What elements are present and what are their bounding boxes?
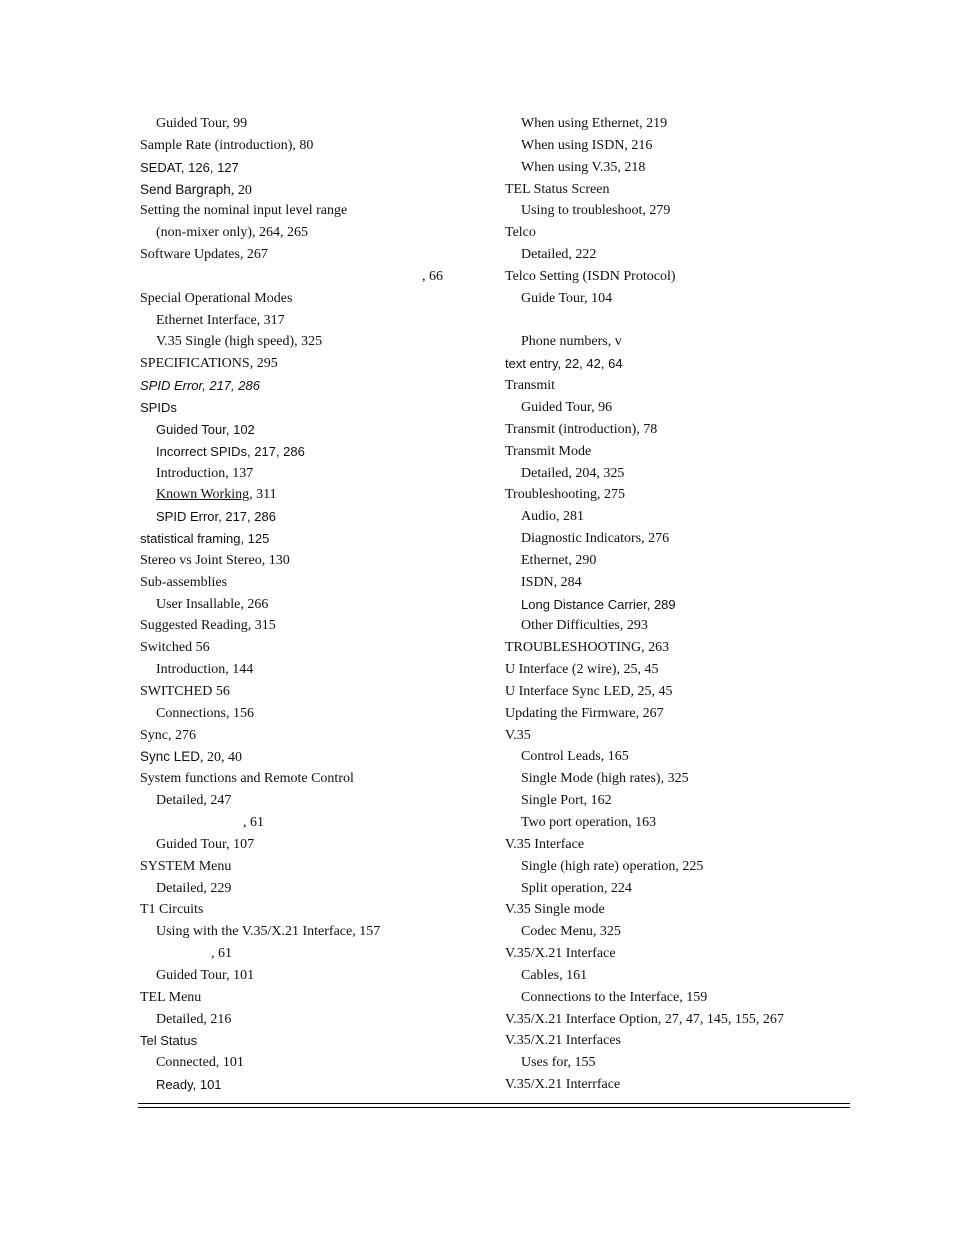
index-entry — [505, 419, 850, 441]
index-text: V.35 Single (high speed), 325 — [156, 334, 323, 350]
index-subentry — [140, 965, 460, 987]
index-text: Transmit (introduction), 78 — [505, 421, 658, 437]
index-entry — [505, 659, 850, 681]
index-text: SPID Error, 217, 286 — [156, 509, 276, 525]
index-entry — [505, 1009, 850, 1031]
index-subentry — [505, 987, 850, 1009]
index-text: Connected, 101 — [156, 1055, 244, 1071]
index-subentry — [505, 594, 850, 616]
index-entry — [505, 310, 850, 332]
index-text: U Interface Sync LED, 25, 45 — [505, 683, 673, 699]
index-text: Stereo vs Joint Stereo, 130 — [140, 552, 290, 568]
index-subentry — [140, 1074, 460, 1096]
index-text: V.35 — [505, 727, 531, 743]
index-subentry — [140, 331, 460, 353]
index-subentry — [140, 222, 460, 244]
index-entry — [505, 725, 850, 747]
index-subentry — [140, 463, 460, 485]
index-text: Detailed, 204, 325 — [521, 465, 625, 481]
index-subentry — [140, 834, 460, 856]
index-term: Send Bargraph — [140, 181, 231, 197]
index-subentry — [505, 288, 850, 310]
index-subentry — [505, 506, 850, 528]
index-entry — [140, 550, 460, 572]
index-subentry — [505, 921, 850, 943]
index-text: Other Difficulties, 293 — [521, 618, 648, 634]
index-text: Codec Menu, 325 — [521, 924, 621, 940]
index-subentry — [505, 157, 850, 179]
index-text: V.35/X.21 Interface Option, 27, 47, 145, 155, 267 — [505, 1011, 784, 1027]
index-entry — [140, 157, 460, 179]
index-subentry — [505, 812, 850, 834]
index-column-left — [140, 113, 460, 1096]
index-text: Detailed, 229 — [156, 880, 232, 896]
index-entry — [505, 1030, 850, 1052]
index-subentry — [140, 703, 460, 725]
index-text: Detailed, 216 — [156, 1011, 232, 1027]
index-text: , 61 — [243, 815, 264, 830]
index-entry — [140, 528, 460, 550]
footer-rule-thin — [138, 1107, 850, 1108]
index-text: Transmit Mode — [505, 443, 592, 459]
index-subentry — [505, 965, 850, 987]
index-entry — [140, 899, 460, 921]
index-subentry — [505, 528, 850, 550]
index-text: , 61 — [211, 946, 232, 962]
index-subentry — [505, 113, 850, 135]
index-text: Introduction, 144 — [156, 662, 254, 678]
index-text: Telco Setting (ISDN Protocol) — [505, 268, 676, 284]
index-text: Guided Tour, 102 — [156, 421, 255, 437]
index-text: Split operation, 224 — [521, 880, 632, 896]
index-text: Updating the Firmware, 267 — [505, 705, 664, 721]
index-text: V.35/X.21 Interrface — [505, 1077, 621, 1093]
index-entry — [140, 987, 460, 1009]
index-subentry — [140, 310, 460, 332]
index-text: When using Ethernet, 219 — [521, 116, 668, 131]
index-text: Connections, 156 — [156, 705, 254, 721]
index-term: Sync LED — [140, 749, 201, 765]
index-text: Switched 56 — [140, 640, 210, 656]
index-subentry — [505, 790, 850, 812]
index-entry — [505, 484, 850, 506]
index-entry — [505, 353, 850, 375]
index-subentry — [140, 441, 460, 463]
index-subentry — [505, 397, 850, 419]
index-subentry — [505, 615, 850, 637]
index-entry — [505, 1074, 850, 1096]
index-entry — [140, 353, 460, 375]
index-text: Sub-assemblies — [140, 574, 228, 590]
index-text: Ready, 101 — [156, 1077, 222, 1093]
index-text: Ethernet, 290 — [521, 552, 597, 568]
index-text: , 66 — [422, 268, 443, 284]
index-subentry — [140, 921, 460, 943]
index-subentry — [140, 594, 460, 616]
index-text: SPECIFICATIONS, 295 — [140, 356, 278, 372]
index-text: Special Operational Modes — [140, 290, 293, 306]
index-entry — [140, 288, 460, 310]
index-text: U Interface (2 wire), 25, 45 — [505, 662, 659, 678]
index-entry — [140, 725, 460, 747]
index-text: , 20, 40 — [200, 750, 243, 766]
index-subentry — [140, 790, 460, 812]
index-text: Software Updates, 267 — [140, 247, 268, 263]
index-text: Single (high rate) operation, 225 — [521, 858, 704, 874]
index-subentry — [505, 244, 850, 266]
index-subentry — [505, 135, 850, 157]
index-text: User Insallable, 266 — [156, 596, 269, 612]
index-entry — [505, 375, 850, 397]
index-text: Control Leads, 165 — [521, 749, 629, 765]
index-text: Phone numbers, v — [521, 334, 622, 350]
index-text: Introduction, 137 — [156, 465, 254, 481]
index-text: Ethernet Interface, 317 — [156, 312, 285, 328]
index-text: text entry, 22, 42, 64 — [505, 356, 623, 372]
index-entry — [505, 899, 850, 921]
index-entry — [140, 746, 460, 768]
index-entry — [140, 856, 460, 878]
index-text: Setting the nominal input level range — [140, 203, 348, 219]
footer-rule-thick — [138, 1103, 850, 1104]
index-text: Using with the V.35/X.21 Interface, 157 — [156, 924, 381, 940]
index-text: Using to troubleshoot, 279 — [521, 203, 671, 219]
index-text: SYSTEM Menu — [140, 858, 232, 874]
index-subentry — [140, 878, 460, 900]
index-entry — [140, 244, 460, 266]
index-text: V.35/X.21 Interface — [505, 946, 616, 962]
index-entry — [140, 397, 460, 419]
index-column-right — [505, 113, 850, 1096]
index-text: System functions and Remote Control — [140, 771, 354, 787]
index-entry — [505, 703, 850, 725]
index-text: Guided Tour, 99 — [156, 116, 248, 131]
index-text: SPID Error, 217, 286 — [140, 378, 260, 394]
index-text: TROUBLESHOOTING, 263 — [505, 640, 670, 656]
index-entry — [140, 1030, 460, 1052]
index-text: When using ISDN, 216 — [521, 137, 653, 153]
index-text: Sync, 276 — [140, 727, 196, 743]
index-text: Tel Status — [140, 1033, 198, 1049]
index-entry — [505, 222, 850, 244]
index-entry — [140, 615, 460, 637]
index-subentry — [505, 331, 850, 353]
index-subentry — [505, 1052, 850, 1074]
index-text: TEL Status Screen — [505, 181, 610, 197]
index-text: Telco — [505, 225, 536, 241]
index-text: Cables, 161 — [521, 967, 588, 983]
index-entry — [505, 179, 850, 201]
index-text: V.35 Single mode — [505, 902, 605, 918]
index-text: TEL Menu — [140, 989, 202, 1005]
index-text: Long Distance Carrier, 289 — [521, 596, 676, 612]
index-text: ISDN, 284 — [521, 574, 582, 590]
index-text: Guided Tour, 101 — [156, 967, 255, 983]
index-subentry — [140, 1009, 460, 1031]
index-text: Guided Tour, 96 — [521, 399, 613, 415]
index-text: statistical framing, 125 — [140, 531, 270, 547]
index-text: Diagnostic Indicators, 276 — [521, 531, 670, 547]
index-text: Sample Rate (introduction), 80 — [140, 137, 314, 153]
index-subentry — [505, 200, 850, 222]
index-entry — [505, 637, 850, 659]
index-text: Single Port, 162 — [521, 793, 612, 809]
index-text: SWITCHED 56 — [140, 683, 230, 699]
index-text: Connections to the Interface, 159 — [521, 989, 708, 1005]
index-text: , 20 — [230, 182, 252, 198]
index-subentry — [140, 506, 460, 528]
index-subentry — [140, 1052, 460, 1074]
index-text: Guide Tour, 104 — [521, 290, 613, 306]
index-text: Two port operation, 163 — [521, 815, 657, 830]
index-subentry — [505, 768, 850, 790]
index-text: Audio, 281 — [521, 509, 584, 525]
index-entry — [140, 375, 460, 397]
index-text: Detailed, 222 — [521, 247, 597, 263]
index-text: Single Mode (high rates), 325 — [521, 771, 689, 787]
index-subentry — [140, 659, 460, 681]
index-entry — [140, 179, 460, 201]
index-text: SPIDs — [140, 399, 177, 415]
index-text: When using V.35, 218 — [521, 159, 646, 175]
index-text: SEDAT, 126, 127 — [140, 159, 239, 175]
index-text: Transmit — [505, 378, 556, 394]
index-text: Uses for, 155 — [521, 1055, 596, 1071]
index-subentry — [140, 484, 460, 506]
index-subentry — [140, 113, 460, 135]
index-text: V.35 Interface — [505, 836, 585, 852]
index-text: Detailed, 247 — [156, 793, 232, 809]
index-entry — [140, 200, 460, 222]
index-text: Troubleshooting, 275 — [505, 487, 626, 503]
index-entry — [140, 812, 460, 834]
index-subentry — [505, 878, 850, 900]
index-entry — [505, 943, 850, 965]
index-subentry — [505, 746, 850, 768]
index-entry — [140, 266, 460, 288]
index-entry — [505, 681, 850, 703]
index-subentry — [140, 419, 460, 441]
index-text: (non-mixer only), 264, 265 — [156, 225, 309, 241]
index-term: Known Working — [156, 487, 250, 503]
index-entry — [140, 943, 460, 965]
index-entry — [505, 441, 850, 463]
index-entry — [505, 266, 850, 288]
index-subentry — [505, 856, 850, 878]
index-subentry — [505, 463, 850, 485]
index-text: Suggested Reading, 315 — [140, 618, 276, 634]
index-text: Guided Tour, 107 — [156, 836, 255, 852]
index-entry — [140, 572, 460, 594]
index-entry — [140, 135, 460, 157]
index-entry — [140, 637, 460, 659]
index-subentry — [505, 572, 850, 594]
index-subentry — [505, 550, 850, 572]
index-text: Incorrect SPIDs, 217, 286 — [156, 443, 305, 459]
index-text: T1 Circuits — [140, 902, 204, 918]
index-text: V.35/X.21 Interfaces — [505, 1033, 621, 1049]
index-text: , 311 — [249, 487, 277, 503]
index-entry — [140, 681, 460, 703]
index-entry — [140, 768, 460, 790]
index-entry — [505, 834, 850, 856]
